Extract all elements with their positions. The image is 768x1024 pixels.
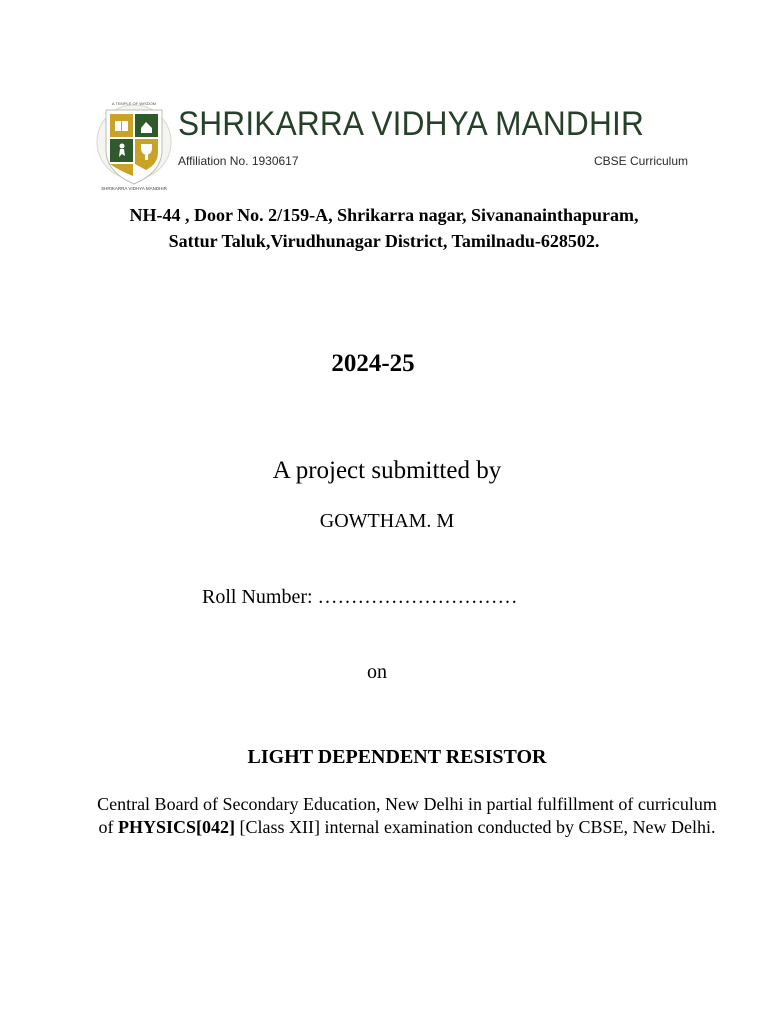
school-name: SHRIKARRA VIDHYA MANDHIR bbox=[178, 105, 644, 143]
affiliation-number: Affiliation No. 1930617 bbox=[178, 154, 299, 168]
description-text-1: Central Board of Secondary Education, New Delhi in partial fulfillment of curriculum of bbox=[97, 794, 717, 837]
submission-description bbox=[90, 793, 724, 839]
logo-ring-text: SHRIKARRA VIDHYA MANDHIR bbox=[101, 186, 167, 191]
school-logo bbox=[96, 98, 172, 192]
academic-year: 2024-25 bbox=[331, 350, 415, 377]
on-label: on bbox=[367, 661, 387, 683]
subject-code: PHYSICS[042] bbox=[118, 817, 236, 837]
school-header bbox=[96, 98, 696, 194]
project-title: LIGHT DEPENDENT RESISTOR bbox=[247, 746, 547, 768]
athlete-icon bbox=[120, 144, 125, 149]
description-text-2: [Class XII] internal examination conducted by CBSE, New Delhi. bbox=[235, 817, 716, 837]
address-line-1: NH-44 , Door No. 2/159-A, Shrikarra nagar, Sivananainthapuram, bbox=[129, 205, 639, 225]
book-icon bbox=[115, 121, 121, 131]
logo-motto: A TEMPLE OF WISDOM bbox=[111, 101, 157, 106]
roll-number-value: ………………………… bbox=[317, 586, 518, 608]
roll-number-label: Roll Number: bbox=[202, 586, 313, 608]
roll-number bbox=[202, 586, 518, 609]
curriculum-label: CBSE Curriculum bbox=[594, 154, 689, 168]
submission-intro: A project submitted by bbox=[272, 457, 502, 484]
student-name: GOWTHAM. M bbox=[319, 510, 455, 532]
address-line-2: Sattur Taluk,Virudhunagar District, Tamilnadu-628502. bbox=[168, 231, 600, 251]
